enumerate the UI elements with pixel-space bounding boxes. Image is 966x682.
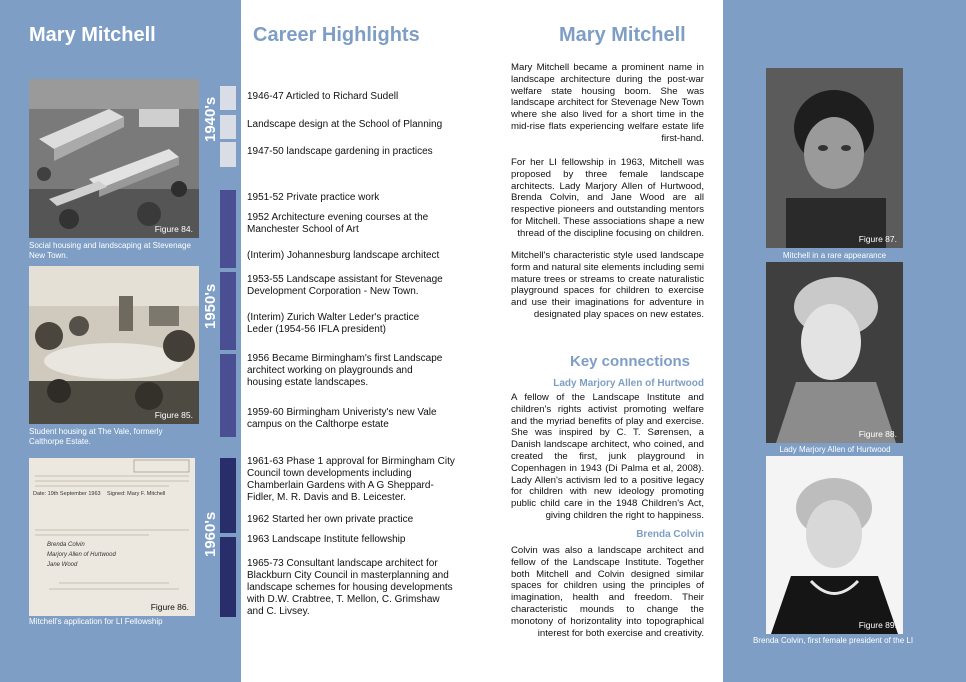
- timeline-bar: [220, 115, 236, 139]
- timeline-event: 1959-60 Birmingham Univeristy's new Vale campus on the Calthorpe estate: [247, 407, 437, 430]
- application-form-image: [29, 458, 195, 616]
- photo-stevenage-housing: [29, 79, 199, 238]
- key-connections-heading: Key connections: [570, 353, 691, 370]
- timeline-bar: [220, 458, 236, 533]
- figure-84-label: Figure 84.: [154, 224, 193, 234]
- left-title: Mary Mitchell: [29, 24, 156, 46]
- mitchell-portrait-image: [766, 68, 903, 248]
- figure-89-caption: Brenda Colvin, first female president of the LI: [752, 636, 914, 645]
- bio-paragraph: For her LI fellowship in 1963, Mitchell was proposed by three female landscape architects. Lady Marjory Allen of Hurtwood, Brenda Colvin, and Jane Wood are all respective pioneers and outstanding mentors for Mitchell. These associations shape a new thread of the discipline focusing on children.: [511, 157, 704, 239]
- timeline-bar: [220, 272, 236, 350]
- figure-86-label: Figure 86.: [150, 602, 189, 612]
- timeline-bar: [220, 190, 236, 268]
- connection-name-colvin: Brenda Colvin: [636, 529, 704, 540]
- decade-label-1940s: 1940's: [202, 96, 219, 142]
- figure-87-caption: Mitchell in a rare appearance: [782, 251, 887, 260]
- career-title: Career Highlights: [253, 24, 420, 46]
- form-proposer: Marjory Allen of Hurtwood: [47, 552, 116, 558]
- form-proposer: Jane Wood: [47, 562, 78, 568]
- figure-86-caption: Mitchell's application for LI Fellowship: [29, 617, 163, 626]
- timeline-bar: [220, 537, 236, 617]
- timeline-event: 1956 Became Birmingham's first Landscape architect working on playgrounds and housing estate landscapes.: [247, 353, 443, 388]
- form-proposers: [47, 540, 116, 570]
- timeline-event: 1946-47 Articled to Richard Sudell: [247, 91, 399, 102]
- timeline-event: 1963 Landscape Institute fellowship: [247, 534, 406, 545]
- timeline-event: Landscape design at the School of Planning: [247, 119, 443, 130]
- colvin-portrait-image: [766, 456, 903, 634]
- timeline-event: 1961-63 Phase 1 approval for Birmingham City Council town developments including Chamberlain Gardens with A G Sheppard-Fidler, M. R. Davis and B. Leicester.: [247, 456, 455, 503]
- timeline-event: 1965-73 Consultant landscape architect for Blackburn City Council in masterplanning and landscape schemes for housing developments with D.W. Crabtree, T. Mellon, C. Grimshaw and C. Livsey.: [247, 558, 453, 617]
- connection-text-allen: A fellow of the Landscape Institute and children's rights activist promoting welfare and the myriad benefits of play and exercise. She was inspired by C. T. Sørensen, a Danish landscape architect, who coined, and created the first, junk playground in Copenhagen in 1943 (Di Palma et al, 2008). Lady Allen's activism led to a positive legacy for children with new ideology promoting public child care in the 1948 Children's Act, giving children the right to happiness.: [511, 392, 704, 521]
- form-date: Date: 19th September 1963: [33, 491, 101, 497]
- bio-paragraph: Mary Mitchell became a prominent name in landscape architecture during the post-war welfare state housing boom. She was landscape architect for Stevenage New Town where she also lived for a short time in the mid-rise flats experiencing welfare estate life first-hand.: [511, 62, 704, 144]
- allen-portrait-image: [766, 262, 903, 443]
- bio-paragraph: Mitchell's characteristic style used landscape form and natural site elements including semi mature trees or streams to create naturalistic playground spaces for children to exercise and use their imaginations for adventure in designated play spaces on new estates.: [511, 250, 704, 320]
- timeline-event: (Interim) Johannesburg landscape architect: [247, 250, 440, 261]
- timeline-event: 1947-50 landscape gardening in practices: [247, 146, 433, 157]
- timeline-bar: [220, 86, 236, 110]
- timeline-event: (Interim) Zurich Walter Leder's practice Leder (1954-56 IFLA president): [247, 312, 420, 335]
- timeline-bar: [220, 142, 236, 167]
- figure-87-label: Figure 87.: [858, 234, 897, 244]
- right-title: Mary Mitchell: [559, 24, 686, 46]
- timeline-event: 1962 Started her own private practice: [247, 514, 414, 525]
- vale-landscape-image: [29, 266, 199, 424]
- decade-label-1960s: 1960's: [202, 511, 219, 557]
- form-proposer: Brenda Colvin: [47, 542, 85, 548]
- photo-the-vale: [29, 266, 199, 424]
- connection-text-colvin: Colvin was also a landscape architect and fellow of the Landscape Institute. Together both Mitchell and Colvin designed similar spaces for children using the principles of imagination, health and freedom. Their characteristic mounds to change the monotony of horizontality into topographical interest for both exercise and creativity.: [511, 545, 704, 639]
- figure-88-caption: Lady Marjory Allen of Hurtwood: [779, 445, 891, 454]
- timeline-event: 1951-52 Private practice work: [247, 192, 380, 203]
- photo-li-application: [29, 458, 195, 616]
- figure-85-caption: Student housing at The Vale, formerly Calthorpe Estate.: [29, 427, 163, 446]
- photo-mitchell: [766, 68, 903, 248]
- figure-89-label: Figure 89.: [858, 620, 897, 630]
- photo-brenda-colvin: [766, 456, 903, 634]
- form-signed: Signed: Mary F. Mitchell: [107, 491, 166, 497]
- photo-lady-allen: [766, 262, 903, 443]
- figure-84-caption: Social housing and landscaping at Stevenage New Town.: [29, 241, 191, 260]
- connection-name-allen: Lady Marjory Allen of Hurtwood: [553, 378, 704, 389]
- timeline-event: 1952 Architecture evening courses at the Manchester School of Art: [247, 212, 429, 235]
- timeline-bar: [220, 354, 236, 437]
- figure-88-label: Figure 88.: [858, 429, 897, 439]
- figure-85-label: Figure 85.: [154, 410, 193, 420]
- decade-label-1950s: 1950's: [202, 283, 219, 329]
- aerial-housing-image: [29, 79, 199, 238]
- timeline-event: 1953-55 Landscape assistant for Stevenage Development Corporation - New Town.: [247, 274, 443, 297]
